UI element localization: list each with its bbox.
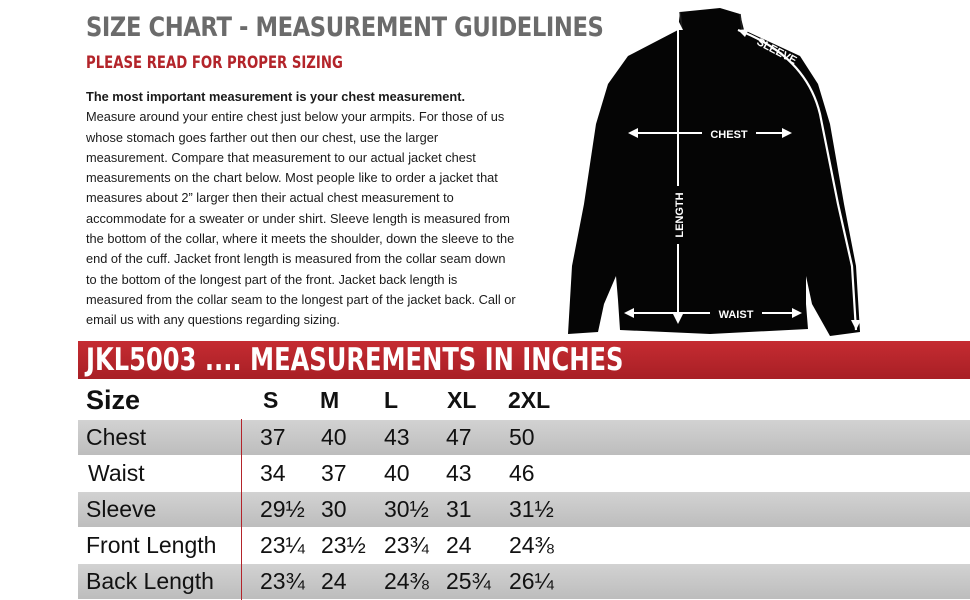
table-row-sleeve — [78, 492, 970, 527]
back-length-l: 24⅜ — [384, 568, 429, 594]
size-header-row — [78, 382, 970, 418]
page-title: SIZE CHART - MEASUREMENT GUIDELINES — [86, 12, 604, 43]
intro-lead: The most important measurement is your chest measurement. — [86, 89, 466, 104]
jacket-diagram — [560, 4, 870, 340]
page-subtitle: PLEASE READ FOR PROPER SIZING — [86, 53, 343, 73]
sleeve-2xl: 31½ — [509, 496, 554, 522]
back-length-m: 24 — [321, 568, 347, 594]
front-length-xl: 24 — [446, 532, 472, 558]
jacket-silhouette — [568, 8, 860, 336]
size-header-m: M — [320, 387, 340, 413]
waist-2xl: 46 — [509, 460, 535, 486]
intro-body: Measure around your entire chest just below your armpits. For those of us whose stomach goes farther out then our chest, use the larger measurement. Compare that measurement to our actual jacket chest measurements on the chart below. Most people like to order a jacket that measures about 2” larger then their actual chest measurement to accommodate for a sweater or under shirt. Sleeve length is measured from the bottom of the collar, where it meets the shoulder, down the sleeve to the end of the cuff. Jacket front length is measured from the collar seam down to the bottom of the longest part of the front. Jacket back length is measured from the collar seam to the longest part of the jacket back. Call or email us with any questions regarding sizing. — [86, 109, 516, 328]
table-row-back-length — [78, 564, 970, 599]
measurements-banner — [78, 341, 970, 379]
waist-s: 34 — [260, 460, 286, 486]
sleeve-xl: 31 — [446, 496, 472, 522]
back-length-s: 23¾ — [260, 568, 305, 594]
size-header-2xl: 2XL — [508, 387, 551, 413]
sleeve-s: 29½ — [260, 496, 305, 522]
table-row-waist — [78, 456, 970, 491]
label-column-divider — [241, 419, 242, 600]
waist-xl: 43 — [446, 460, 472, 486]
sleeve-m: 30 — [321, 496, 347, 522]
waist-m: 37 — [321, 460, 347, 486]
row-label-back-length: Back Length — [86, 568, 214, 594]
waist-label: WAIST — [718, 309, 754, 321]
chest-s: 37 — [260, 424, 286, 450]
front-length-m: 23½ — [321, 532, 366, 558]
size-header-s: S — [263, 387, 279, 413]
front-length-2xl: 24⅜ — [509, 532, 554, 558]
chest-l: 43 — [384, 424, 410, 450]
back-length-xl: 25¾ — [446, 568, 491, 594]
back-length-2xl: 26¼ — [509, 568, 554, 594]
length-label: LENGTH — [674, 192, 686, 238]
front-length-l: 23¾ — [384, 532, 429, 558]
row-label-front-length: Front Length — [86, 532, 217, 558]
measurements-banner-title: JKL5003 .... MEASUREMENTS IN INCHES — [86, 342, 624, 378]
chest-m: 40 — [321, 424, 347, 450]
chest-2xl: 50 — [509, 424, 535, 450]
chest-xl: 47 — [446, 424, 472, 450]
chest-label: CHEST — [710, 129, 748, 141]
row-label-sleeve: Sleeve — [86, 496, 157, 522]
table-row-front-length — [78, 528, 970, 563]
size-header-xl: XL — [447, 387, 477, 413]
sleeve-l: 30½ — [384, 496, 429, 522]
size-header-label: Size — [86, 385, 141, 415]
table-row-chest — [78, 420, 970, 455]
row-label-waist: Waist — [88, 460, 145, 486]
sleeve-label: SLEEVE — [754, 36, 799, 68]
row-label-chest: Chest — [86, 424, 147, 450]
intro-paragraph — [86, 87, 516, 331]
size-header-l: L — [384, 387, 399, 413]
front-length-s: 23¼ — [260, 532, 305, 558]
waist-l: 40 — [384, 460, 410, 486]
